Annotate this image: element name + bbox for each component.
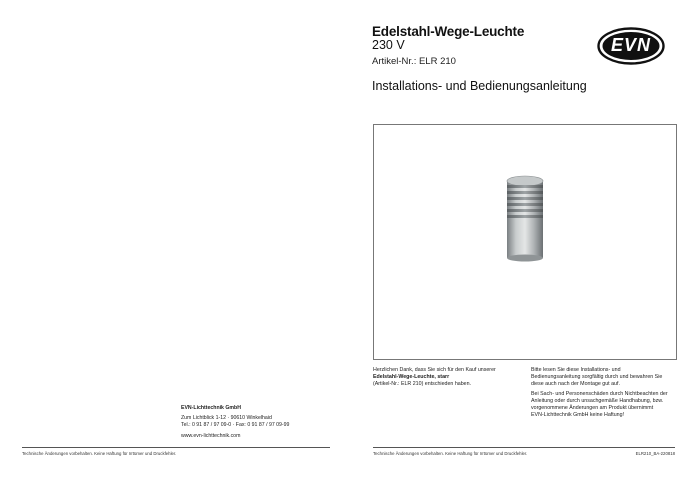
notes-read-first (531, 367, 681, 388)
notes-line: EVN-Lichttechnik GmbH keine Haftung! (531, 412, 625, 419)
article-number: Artikel-Nr.: ELR 210 (372, 56, 456, 67)
notes-line: Bei Sach- und Personenschäden durch Nichtbeachten der (531, 391, 668, 397)
notes-line: vorgenommene Änderungen am Produkt übernimmt (531, 405, 654, 412)
company-name: EVN-Lichttechnik GmbH (181, 405, 241, 411)
manual-title: Installations- und Bedienungsanleitung (372, 79, 587, 93)
company-phone-fax: Tel.: 0 91 87 / 97 09-0 · Fax: 0 91 87 / 97 09-99 (181, 422, 290, 429)
product-voltage: 230 V (372, 38, 405, 52)
logo-text: EVN (610, 35, 651, 55)
company-street: Zum Lichtblick 1-12 · 90610 Winkelhaid (181, 415, 272, 422)
intro-line: Herzlichen Dank, dass Sie sich für den Kauf unserer (373, 367, 496, 373)
notes-liability (531, 391, 681, 419)
company-website: www.evn-lichttechnik.com (181, 432, 241, 439)
footer-disclaimer-right: Technische Änderungen vorbehalten. Keine Haftung für Irrtümer und Druckfehler. (373, 451, 528, 456)
notes-line: Bitte lesen Sie diese Installations- und (531, 367, 621, 373)
bollard-light-image (374, 125, 676, 359)
intro-thanks (373, 367, 523, 388)
notes-line: Anleitung oder durch unsachgemäße Handhabung, bzw. (531, 398, 664, 405)
footer-divider-left (22, 447, 330, 448)
footer-divider-right (373, 447, 675, 448)
company-address-block (181, 405, 331, 440)
evn-logo (597, 27, 665, 65)
product-title: Edelstahl-Wege-Leuchte (372, 24, 525, 39)
product-image-frame (373, 124, 677, 360)
intro-product-name: Edelstahl-Wege-Leuchte, starr (373, 374, 450, 381)
footer-doc-code: ELR210_BA-220818 (635, 451, 675, 456)
footer-disclaimer-left: Technische Änderungen vorbehalten. Keine Haftung für Irrtümer und Druckfehler. (22, 451, 177, 456)
notes-line: Bedienungsanleitung sorgfältig durch und bewahren Sie (531, 374, 663, 381)
intro-line: (Artikel-Nr.: ELR 210) entschieden haben. (373, 381, 472, 388)
notes-line: diese auch nach der Montage gut auf. (531, 381, 620, 388)
